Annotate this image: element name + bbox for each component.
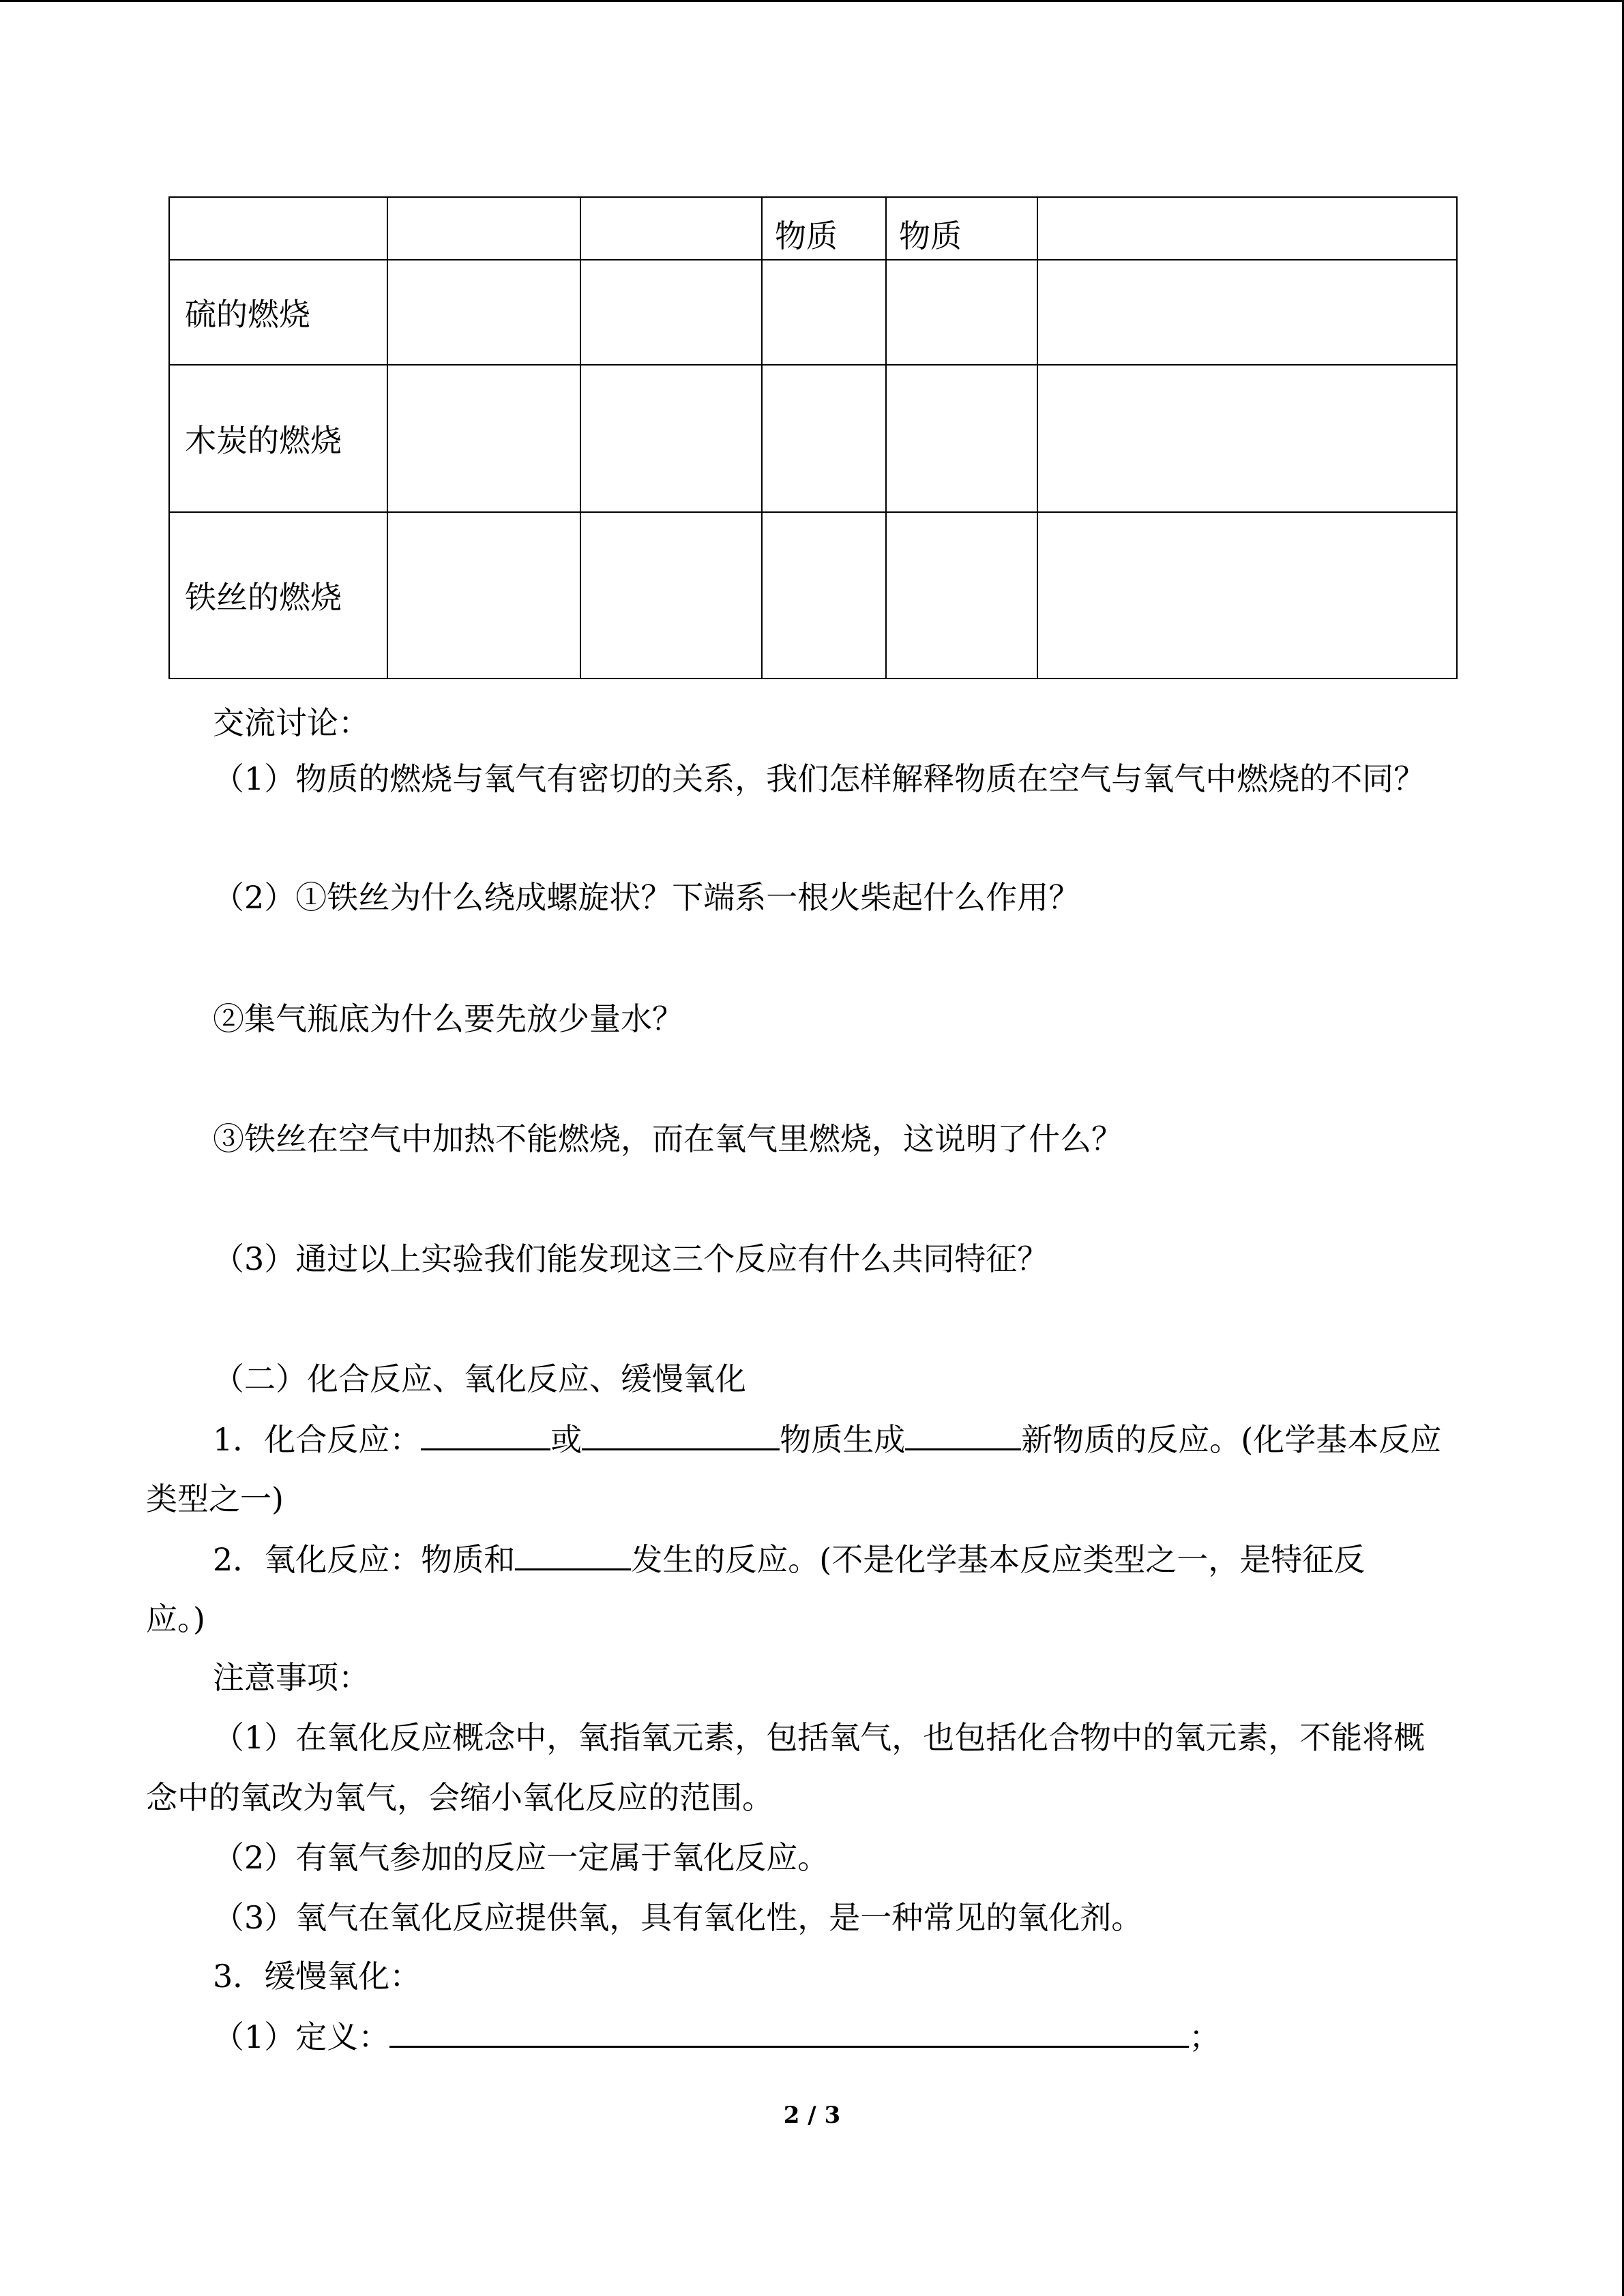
text: （1）定义：: [213, 2018, 390, 2055]
table-cell: [886, 260, 1037, 365]
discussion-title: 交流讨论：: [213, 704, 370, 741]
table-cell: [886, 365, 1037, 512]
table-row: [169, 512, 1457, 679]
header-cell: [387, 197, 580, 260]
text: 物质生成: [780, 1421, 906, 1458]
header-cell: [1037, 197, 1457, 260]
table-cell: [580, 260, 762, 365]
header-cell: [169, 197, 387, 260]
table-cell: [387, 512, 580, 679]
table-row: [169, 365, 1457, 512]
text: ；: [1189, 2018, 1221, 2055]
table-cell: [1037, 260, 1457, 365]
table-row: [169, 260, 1457, 365]
header-cell: 物质: [762, 197, 886, 260]
oxidation-reaction-cont: 应。): [146, 1600, 205, 1637]
text: 或: [550, 1421, 582, 1458]
question-3: （3）通过以上实验我们能发现这三个反应有什么共同特征？: [213, 1240, 1049, 1277]
table-header-row: [169, 197, 1457, 260]
fill-blank[interactable]: [515, 1538, 631, 1570]
question-2: （2）①铁丝为什么绕成螺旋状？下端系一根火柴起什么作用？: [213, 879, 1080, 916]
fill-blank[interactable]: [421, 1418, 550, 1450]
row-label: 硫的燃烧: [169, 260, 387, 365]
row-label: 木炭的燃烧: [169, 365, 387, 512]
table-cell: [387, 260, 580, 365]
note-1: （1）在氧化反应概念中，氧指氧元素，包括氧气，也包括化合物中的氧元素，不能将概: [213, 1719, 1426, 1756]
header-cell: [580, 197, 762, 260]
combination-reaction-line: [213, 1418, 1441, 1460]
notes-title: 注意事项：: [213, 1659, 370, 1696]
table-cell: [762, 260, 886, 365]
combination-reaction-cont: 类型之一): [146, 1480, 284, 1517]
table-cell: [762, 512, 886, 679]
question-2b: ②集气瓶底为什么要先放少量水？: [213, 1000, 683, 1037]
fill-blank[interactable]: [389, 2016, 1189, 2048]
note-1-cont: 念中的氧改为氧气，会缩小氧化反应的范围。: [146, 1779, 773, 1816]
text: 2．氧化反应：物质和: [213, 1541, 516, 1578]
slow-oxidation-title: 3．缓慢氧化：: [213, 1958, 422, 1995]
table-cell: [1037, 512, 1457, 679]
text: 新物质的反应。(化学基本反应: [1021, 1421, 1442, 1458]
table-cell: [580, 512, 762, 679]
slow-oxidation-definition: [213, 2016, 1220, 2057]
table-cell: [886, 512, 1037, 679]
top-border: [0, 0, 1624, 2]
oxidation-reaction-line: [213, 1538, 1365, 1580]
note-3: （3）氧气在氧化反应提供氧，具有氧化性，是一种常见的氧化剂。: [213, 1899, 1143, 1936]
table-cell: [762, 365, 886, 512]
fill-blank[interactable]: [582, 1418, 780, 1450]
experiment-table: [168, 196, 1458, 679]
question-1: （1）物质的燃烧与氧气有密切的关系，我们怎样解释物质在空气与氧气中燃烧的不同？: [213, 760, 1426, 797]
note-2: （2）有氧气参加的反应一定属于氧化反应。: [213, 1839, 829, 1876]
header-cell: 物质: [886, 197, 1037, 260]
table-cell: [1037, 365, 1457, 512]
table-cell: [580, 365, 762, 512]
section-title: （二）化合反应、氧化反应、缓慢氧化: [213, 1360, 746, 1397]
question-2c: ③铁丝在空气中加热不能燃烧，而在氧气里燃烧，这说明了什么？: [213, 1120, 1123, 1157]
row-label: 铁丝的燃烧: [169, 512, 387, 679]
text: 1．化合反应：: [213, 1421, 422, 1458]
table-cell: [387, 365, 580, 512]
text: 发生的反应。(不是化学基本反应类型之一，是特征反: [631, 1541, 1365, 1578]
fill-blank[interactable]: [905, 1418, 1021, 1450]
page-number: 2 / 3: [783, 2102, 841, 2129]
